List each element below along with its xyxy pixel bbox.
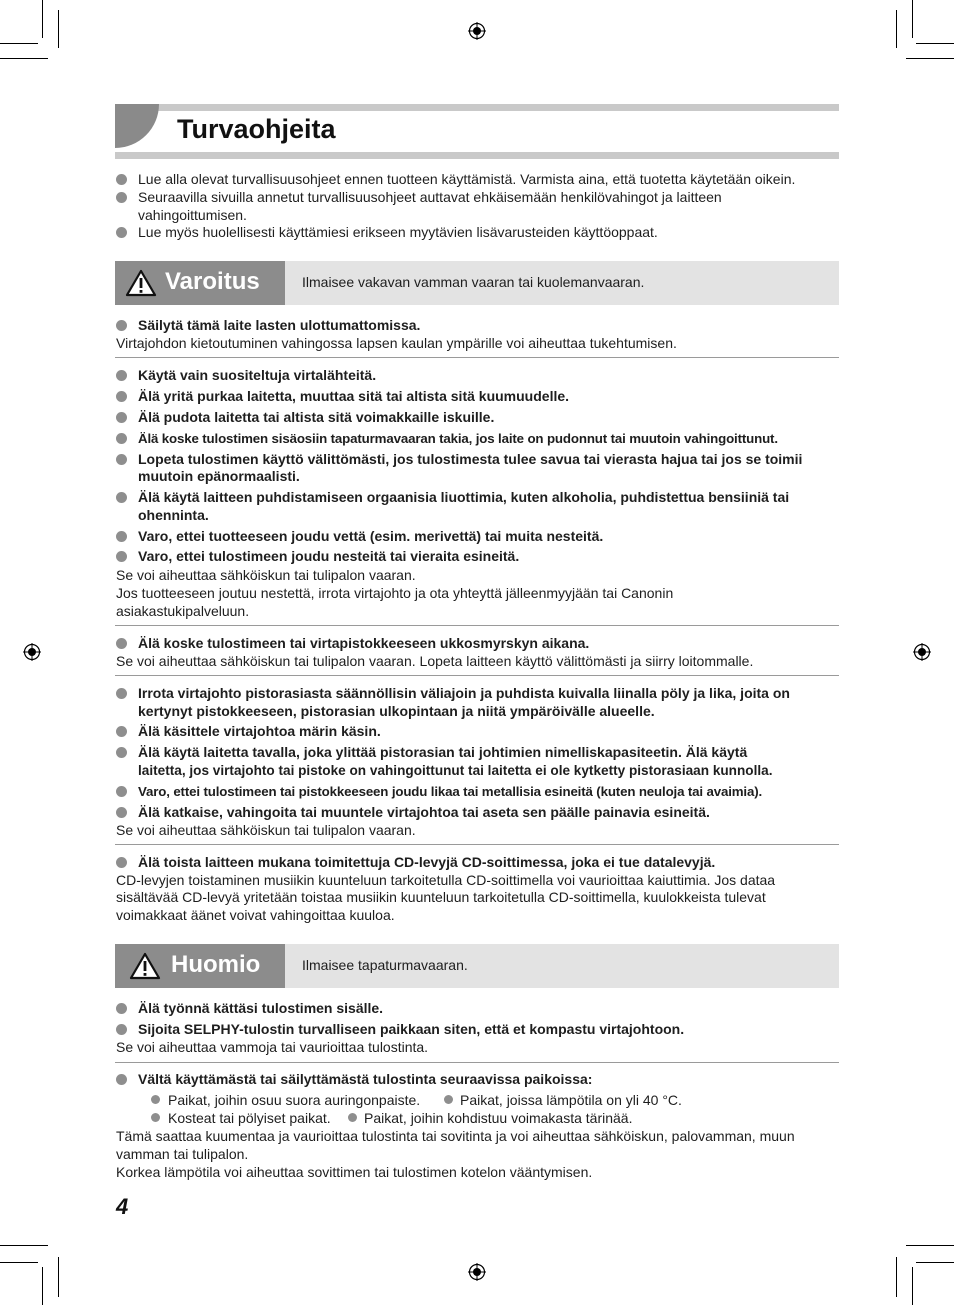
bullet-icon	[116, 391, 127, 402]
title-bar-bottom-stripe	[115, 152, 839, 159]
warning-item: Älä käsittele virtajohtoa märin käsin.	[138, 723, 381, 739]
caution-label: Huomio	[171, 951, 261, 978]
bullet-icon	[116, 174, 127, 185]
warning-item: Älä koske tulostimen sisäosiin tapaturmavaaran takia, jos laite on pudonnut tai muutoin vahingoittunut.	[138, 431, 778, 446]
bullet-icon	[116, 857, 127, 868]
caution-note: Se voi aiheuttaa vammoja tai vaurioittaa tulostinta.	[116, 1039, 429, 1055]
sub-bullet-icon	[444, 1095, 453, 1104]
warning-banner	[115, 261, 839, 305]
warning-item: Älä käytä laitteen puhdistamiseen orgaanisia liuottimia, kuten alkoholia, puhdistettua bensiiniä tai	[138, 489, 790, 505]
warning-item-cont: laitetta, jos virtajohto tai pistoke on vahingoittunut tai laitetta ei ole kytketty pistorasiaan kunnolla.	[138, 763, 773, 778]
warning-item: Lopeta tulostimen käyttö välittömästi, jos tulostimesta tulee savua tai vierasta hajua tai jos se toimii	[138, 451, 803, 467]
bullet-icon	[116, 412, 127, 423]
registration-mark-icon	[23, 643, 41, 661]
warning-note: Jos tuotteeseen joutuu nestettä, irrota virtajohto ja ota yhteyttä jälleenmyyjään tai Canonin	[116, 585, 674, 601]
warning-item: Älä toista laitteen mukana toimitettuja CD-levyjä CD-soittimessa, joka ei tue datalevyjä.	[138, 854, 716, 870]
bullet-icon	[116, 1003, 127, 1014]
warning-note: CD-levyjen toistaminen musiikin kuunteluun tarkoitetulla CD-soittimella voi vaurioittaa kaiuttimia. Jos dataa	[116, 872, 776, 888]
section-divider	[115, 844, 839, 845]
bullet-icon	[116, 807, 127, 818]
sub-bullet-icon	[348, 1113, 357, 1122]
caution-note: Korkea lämpötila voi aiheuttaa sovittimen tai tulostimen kotelon vääntymisen.	[116, 1164, 593, 1180]
warning-item-cont: ohenninta.	[138, 507, 209, 523]
title-bar	[115, 104, 839, 160]
page-number: 4	[116, 1194, 129, 1219]
sub-bullet-icon	[151, 1113, 160, 1122]
bullet-icon	[116, 638, 127, 649]
warning-triangle-icon	[129, 952, 161, 980]
warning-item: Varo, ettei tulostimeen tai pistokkeeseen joudu likaa tai metallisia esineitä (kuten neuloja tai avaimia).	[138, 784, 763, 799]
bullet-icon	[116, 747, 127, 758]
caution-header	[115, 944, 285, 988]
registration-mark-icon	[468, 22, 486, 40]
warning-item: Älä pudota laitetta tai altista sitä voimakkaille iskuille.	[138, 409, 495, 425]
bullet-icon	[116, 688, 127, 699]
caution-subitem: Paikat, joissa lämpötila on yli 40 °C.	[460, 1092, 682, 1108]
bullet-icon	[116, 1024, 127, 1035]
warning-item: Käytä vain suositeltuja virtalähteitä.	[138, 367, 377, 383]
title-bar-top-stripe	[115, 104, 839, 111]
warning-item: Varo, ettei tuotteeseen joudu vettä (esim. merivettä) tai muita nesteitä.	[138, 528, 604, 544]
warning-note: voimakkaat äänet voivat vahingoittaa kuuloa.	[116, 907, 395, 923]
caution-banner	[115, 944, 839, 988]
warning-note: Virtajohdon kietoutuminen vahingossa lapsen kaulan ympärille voi aiheuttaa tukehtumisen.	[116, 335, 677, 351]
warning-item: Älä yritä purkaa laitetta, muuttaa sitä tai altista sitä kuumuudelle.	[138, 388, 570, 404]
warning-triangle-icon	[125, 269, 157, 297]
page-title: Turvaohjeita	[177, 114, 336, 144]
warning-note: Se voi aiheuttaa sähköiskun tai tulipalon vaaran.	[116, 822, 416, 838]
warning-item: Varo, ettei tulostimeen joudu nesteitä tai vieraita esineitä.	[138, 548, 520, 564]
caution-description: Ilmaisee tapaturmavaaran.	[302, 957, 468, 973]
section-divider	[115, 357, 839, 358]
intro-line: vahingoittumisen.	[138, 207, 247, 223]
caution-subitem: Paikat, joihin osuu suora auringonpaiste.	[168, 1092, 421, 1108]
warning-item: Älä katkaise, vahingoita tai muuntele virtajohtoa tai aseta sen päälle painavia esineitä.	[138, 804, 710, 820]
caution-item: Vältä käyttämästä tai säilyttämästä tulostinta seuraavissa paikoissa:	[138, 1071, 593, 1087]
sub-bullet-icon	[151, 1095, 160, 1104]
caution-item: Älä työnnä kättäsi tulostimen sisälle.	[138, 1000, 384, 1016]
intro-line: Seuraavilla sivuilla annetut turvallisuusohjeet auttavat ehkäisemään henkilövahingot ja laitteen	[138, 189, 722, 205]
registration-mark-icon	[913, 643, 931, 661]
bullet-icon	[116, 786, 127, 797]
warning-note: asiakastukipalveluun.	[116, 603, 250, 619]
bullet-icon	[116, 192, 127, 203]
bullet-icon	[116, 1074, 127, 1085]
bullet-icon	[116, 492, 127, 503]
section-divider	[115, 1062, 839, 1063]
warning-description: Ilmaisee vakavan vamman vaaran tai kuolemanvaaran.	[302, 274, 645, 290]
caution-note: vamman tai tulipalon.	[116, 1146, 249, 1162]
caution-item: Sijoita SELPHY-tulostin turvalliseen paikkaan siten, että et kompastu virtajohtoon.	[138, 1021, 685, 1037]
warning-item: Älä käytä laitetta tavalla, joka ylittää pistorasian tai johtimien nimelliskapasiteetin. Älä käytä	[138, 744, 748, 760]
warning-note: Se voi aiheuttaa sähköiskun tai tulipalon vaaran.	[116, 567, 416, 583]
bullet-icon	[116, 551, 127, 562]
section-divider	[115, 625, 839, 626]
bullet-icon	[116, 227, 127, 238]
caution-subitem: Kosteat tai pölyiset paikat.	[168, 1110, 331, 1126]
warning-item-cont: kertynyt pistokkeeseen, pistorasian ulkopintaan ja niitä ympäröivälle alueelle.	[138, 703, 655, 719]
registration-mark-icon	[468, 1263, 486, 1281]
warning-item: Irrota virtajohto pistorasiasta säännöllisin väliajoin ja puhdista kuivalla liinalla pöly ja lika, joita on	[138, 685, 790, 701]
bullet-icon	[116, 320, 127, 331]
bullet-icon	[116, 531, 127, 542]
caution-note: Tämä saattaa kuumentaa ja vaurioittaa tulostinta tai sovitinta ja voi aiheuttaa sähköiskun, palovamman, muun	[116, 1128, 795, 1144]
title-corner-decoration	[115, 104, 159, 148]
warning-item: Älä koske tulostimeen tai virtapistokkeeseen ukkosmyrskyn aikana.	[138, 635, 590, 651]
warning-note: Se voi aiheuttaa sähköiskun tai tulipalon vaaran. Lopeta laitteen käyttö välittömästi ja siirry loitommalle.	[116, 653, 754, 669]
caution-subitem: Paikat, joihin kohdistuu voimakasta tärinää.	[364, 1110, 633, 1126]
intro-line: Lue alla olevat turvallisuusohjeet ennen tuotteen käyttämistä. Varmista aina, että tuotetta käytetään oikein.	[138, 171, 796, 187]
bullet-icon	[116, 454, 127, 465]
warning-label: Varoitus	[165, 268, 260, 295]
warning-item: Säilytä tämä laite lasten ulottumattomissa.	[138, 317, 421, 333]
bullet-icon	[116, 726, 127, 737]
warning-header	[115, 261, 285, 305]
bullet-icon	[116, 370, 127, 381]
bullet-icon	[116, 433, 127, 444]
warning-note: sisältävää CD-levyä yritetään toistaa musiikin kuunteluun tarkoitetulla CD-soittimella, kuulokkeista tulevat	[116, 889, 766, 905]
warning-item-cont: muutoin epänormaalisti.	[138, 468, 300, 484]
section-divider	[115, 675, 839, 676]
intro-line: Lue myös huolellisesti käyttämiesi erikseen myytävien lisävarusteiden käyttöoppaat.	[138, 224, 658, 240]
